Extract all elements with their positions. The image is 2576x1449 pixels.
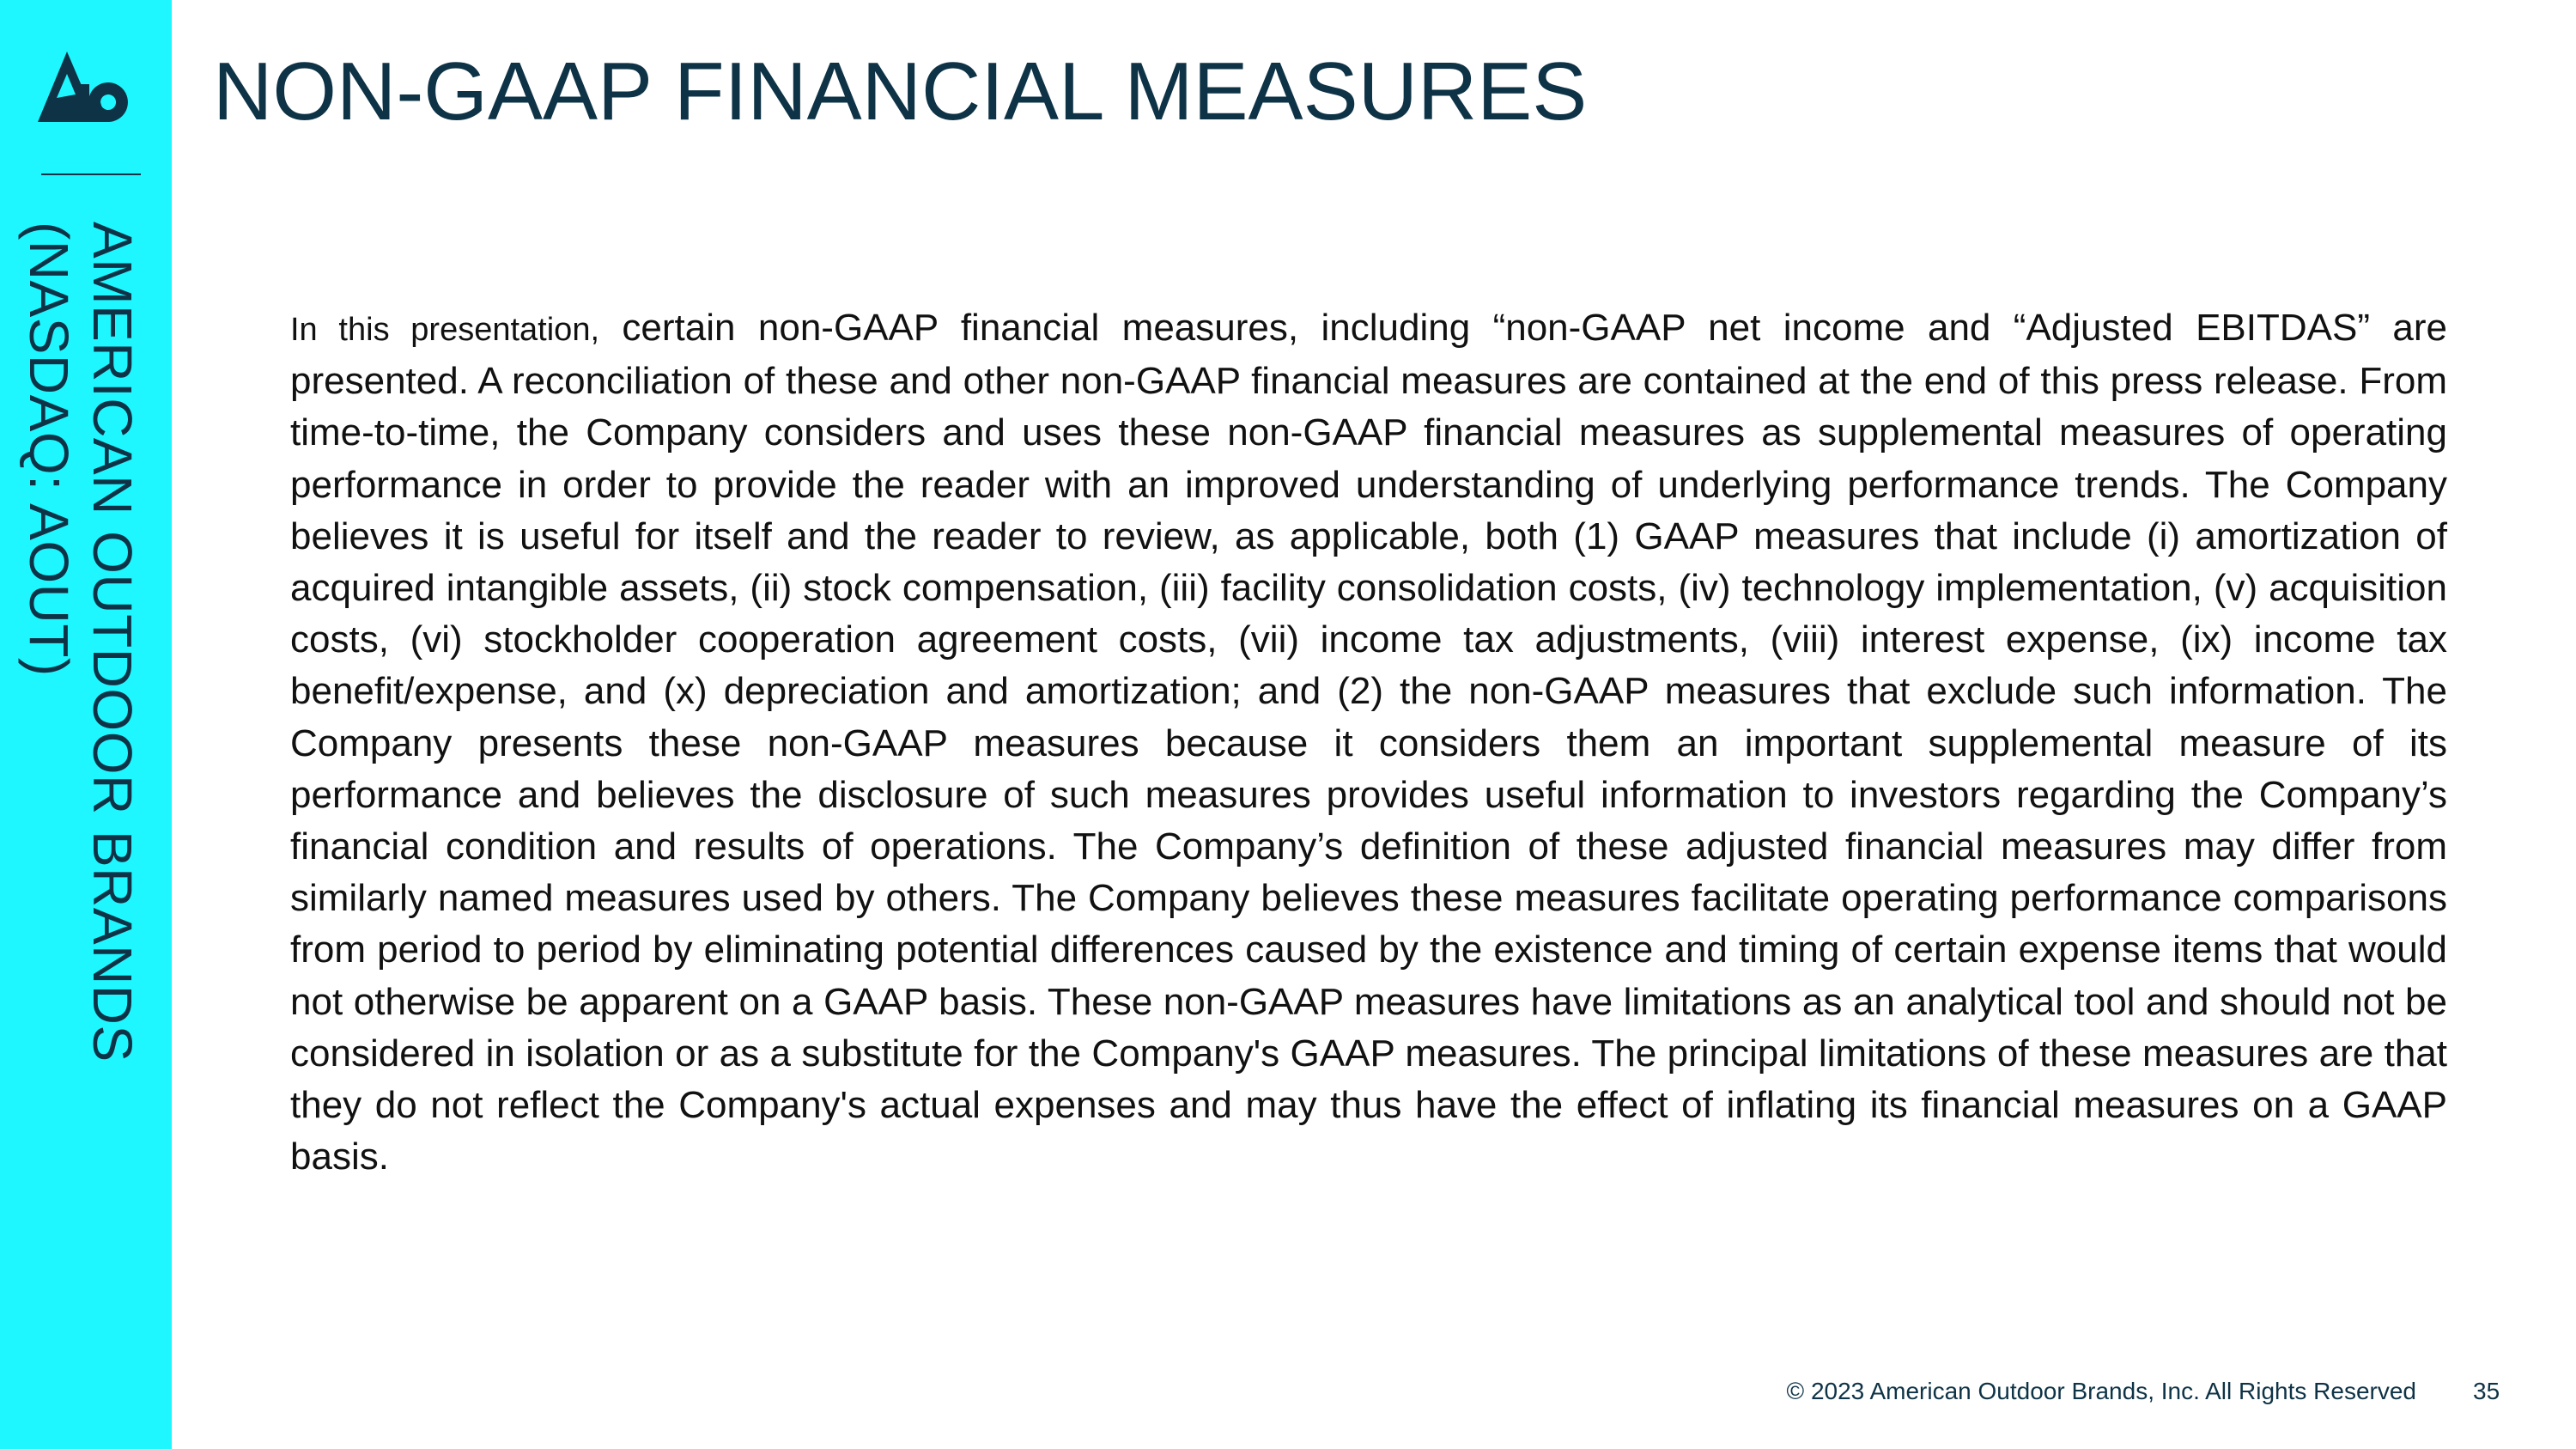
brand-vertical-text: AMERICAN OUTDOOR BRANDS (NASDAQ: AOUT)	[18, 222, 143, 1062]
body-paragraph-text: certain non-GAAP financial measures, including “non-GAAP net income and “Adjusted EBITDAS” are presented. A reconciliation of these and other non-GAAP financial measures are contained at the end of this press release. From time-to-time, the Company considers and uses these non-GAAP financial measures as supplemental measures of operating performance in order to provide the reader with an improved understanding of underlying performance trends. The Company believes it is useful for itself and the reader to review, as applicable, both (1) GAAP measures that include (i) amortization of acquired intangible assets, (ii) stock compensation, (iii) facility consolidation costs, (iv) technology implementation, (v) acquisition costs, (vi) stockholder cooperation agreement costs, (vii) income tax adjustments, (viii) interest expense, (ix) income tax benefit/expense, and (x) depreciation and amortization; and (2) the non-GAAP measures that exclude such information. The Company presents these non-GAAP measures because it considers them an important supplemental measure of its performance and believes the disclosure of such measures provides useful information to investors regarding the Company’s financial condition and results of operations. The Company’s definition of these adjusted financial measures may differ from similarly named measures used by others. The Company believes these measures facilitate operating performance comparisons from period to period by eliminating potential differences caused by the existence and timing of certain expense items that would not otherwise be apparent on a GAAP basis. These non-GAAP measures have limitations as an analytical tool and should not be considered in isolation or as a substitute for the Company's GAAP measures. The principal limitations of these measures are that they do not reflect the Company's actual expenses and may thus have the effect of inflating its financial measures on a GAAP basis.	[290, 307, 2447, 1178]
sidebar-divider	[41, 174, 141, 175]
page-number: 35	[2473, 1378, 2500, 1404]
sidebar	[0, 0, 172, 1449]
body-paragraph	[290, 302, 2447, 1183]
body-lead-in: In this presentation,	[290, 312, 600, 348]
footer-copyright: © 2023 American Outdoor Brands, Inc. All Rights Reserved	[1786, 1378, 2416, 1404]
page-title: NON-GAAP FINANCIAL MEASURES	[213, 46, 1588, 137]
aob-logo-icon	[33, 45, 141, 124]
